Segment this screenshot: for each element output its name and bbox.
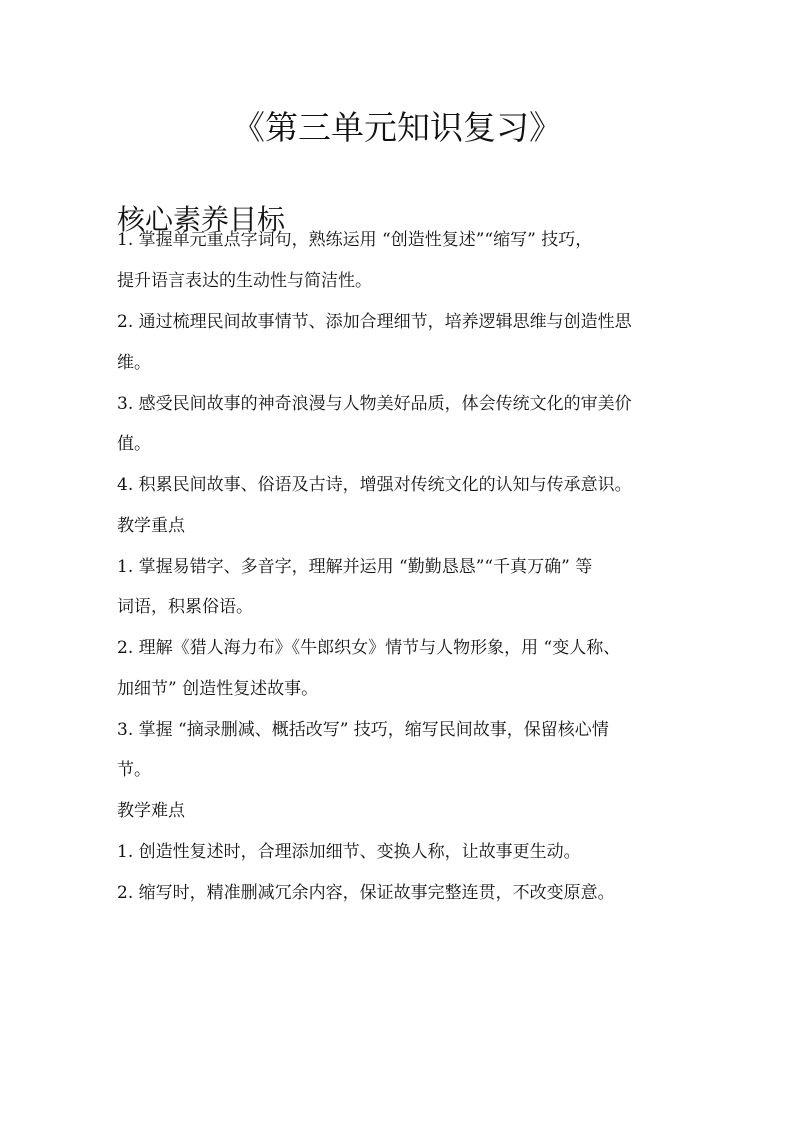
goal-1-line-2: 提升语言表达的生动性与简洁性。	[117, 271, 372, 291]
goal-2-line-1: 2. 通过梳理民间故事情节、添加合理细节，培养逻辑思维与创造性思	[117, 312, 632, 332]
section-heading-key-points: 教学重点	[117, 516, 185, 536]
key-point-2-line-1: 2. 理解《猎人海力布》《牛郎织女》情节与人物形象，用 “变人称、	[117, 638, 621, 658]
section-heading-core-goals: 核心素养目标	[117, 203, 286, 236]
key-point-1-line-2: 词语，积累俗语。	[117, 597, 253, 617]
key-point-1-line-1: 1. 掌握易错字、多音字，理解并运用 “勤勤恳恳”“千真万确” 等	[117, 557, 593, 577]
document-title: 《第三单元知识复习》	[232, 108, 562, 147]
goal-1-line-1: 1. 掌握单元重点字词句，熟练运用 “创造性复述”“缩写” 技巧，	[117, 230, 593, 250]
difficulty-1-line-1: 1. 创造性复述时，合理添加细节、变换人称，让故事更生动。	[117, 842, 581, 862]
key-point-3-line-1: 3. 掌握 “摘录删减、概括改写” 技巧，缩写民间故事，保留核心情	[117, 720, 609, 740]
key-point-3-line-2: 节。	[117, 760, 151, 780]
goal-4-line-1: 4. 积累民间故事、俗语及古诗，增强对传统文化的认知与传承意识。	[117, 475, 632, 495]
goal-3-line-1: 3. 感受民间故事的神奇浪漫与人物美好品质，体会传统文化的审美价	[117, 394, 632, 414]
goal-2-line-2: 维。	[117, 353, 151, 373]
key-point-2-line-2: 加细节” 创造性复述故事。	[117, 679, 319, 699]
section-heading-difficulties: 教学难点	[117, 801, 185, 821]
difficulty-2-line-1: 2. 缩写时，精准删减冗余内容，保证故事完整连贯，不改变原意。	[117, 883, 615, 903]
goal-3-line-2: 值。	[117, 434, 151, 454]
